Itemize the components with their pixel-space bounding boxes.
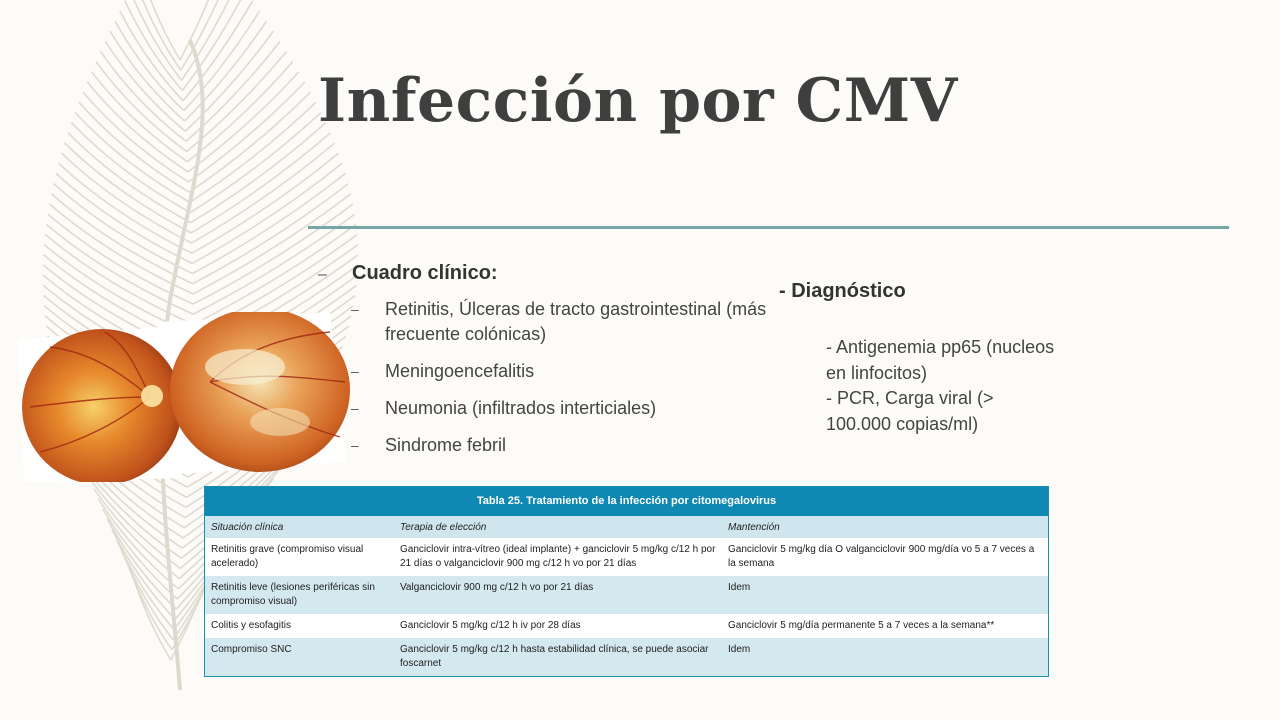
feather-barb xyxy=(191,133,330,233)
feather-barb xyxy=(54,184,193,274)
feather-barb xyxy=(68,133,191,223)
list-item-text: Retinitis, Úlceras de tracto gastrointestinal (más frecuente colónicas) xyxy=(385,299,767,344)
feather-barb xyxy=(45,234,193,324)
treatment-table-container xyxy=(204,486,1049,677)
table-cell: Colitis y esofagitis xyxy=(211,620,292,631)
column-header: Terapia de elección xyxy=(394,516,722,538)
list-item-text: Meningoencefalitis xyxy=(385,361,535,381)
list-item-text: Neumonia (infiltrados interticiales) xyxy=(385,398,657,418)
clinical-list xyxy=(318,297,788,458)
feather-barb xyxy=(192,153,339,253)
table-cell: Ganciclovir 5 mg/día permanente 5 a 7 veces a la semana** xyxy=(728,620,995,631)
retina-fundus-images xyxy=(10,312,350,482)
table-row xyxy=(205,538,1048,576)
table-row xyxy=(205,576,1048,614)
column-header: Situación clínica xyxy=(205,516,394,538)
list-item xyxy=(351,433,788,458)
feather-barb xyxy=(180,0,224,60)
table-cell: Idem xyxy=(722,576,1048,614)
list-item xyxy=(351,359,788,384)
table-cell: Ganciclovir 5 mg/kg día O valganciclovir 900 mg/día vo 5 a 7 veces a la semana xyxy=(728,544,1035,569)
clinical-heading xyxy=(318,262,788,285)
feather-barb xyxy=(191,123,326,223)
title-divider xyxy=(308,226,1229,229)
diagnosis-line: - PCR, Carga viral (> 100.000 copias/ml) xyxy=(826,388,994,434)
clinical-section xyxy=(318,262,788,470)
feather-barb xyxy=(49,204,192,294)
feather-barb xyxy=(56,173,192,263)
bullet-dash: – xyxy=(351,437,359,453)
treatment-table xyxy=(205,487,1048,676)
table-cell: Ganciclovir intra-vítreo (ideal implante) + ganciclovir 5 mg/kg c/12 h por 21 días o valganciclovir 900 mg c/12 h vo por 21 días xyxy=(400,544,716,569)
diagnosis-line: - Antigenemia pp65 (nucleos en linfocitos) xyxy=(826,337,1055,383)
list-item xyxy=(351,297,788,347)
table-cell: Ganciclovir 5 mg/kg c/12 h iv por 28 días xyxy=(400,620,581,631)
feather-barb xyxy=(190,113,321,213)
table-row xyxy=(205,638,1048,676)
clinical-heading-text: Cuadro clínico: xyxy=(352,262,498,284)
feather-barb xyxy=(79,102,189,192)
bullet-dash: – xyxy=(351,400,359,416)
list-item-text: Sindrome febril xyxy=(385,435,507,455)
diagnosis-heading: - Diagnóstico xyxy=(779,280,906,302)
table-row xyxy=(205,614,1048,638)
table-cell: Retinitis grave (compromiso visual acelerado) xyxy=(211,544,364,569)
table-cell: Retinitis leve (lesiones periféricas sin compromiso visual) xyxy=(205,576,394,614)
bullet-dash: – xyxy=(318,266,327,283)
feather-barb xyxy=(71,123,190,213)
slide-title: Infección por CMV xyxy=(318,66,958,136)
bullet-dash: – xyxy=(351,301,359,317)
table-cell: Valganciclovir 900 mg c/12 h vo por 21 días xyxy=(394,576,722,614)
diagnosis-body xyxy=(826,335,1126,437)
table-cell: Ganciclovir 5 mg/kg c/12 h hasta estabilidad clínica, se puede asociar foscarnet xyxy=(394,638,722,676)
table-header-row xyxy=(205,516,1048,538)
bullet-dash: – xyxy=(351,363,359,379)
list-item xyxy=(351,396,788,421)
feather-barb xyxy=(59,163,192,253)
feather-barb xyxy=(192,163,342,263)
table-cell: Idem xyxy=(722,638,1048,676)
feather-barb xyxy=(75,112,190,202)
column-header: Mantención xyxy=(722,516,1048,538)
table-cell: Compromiso SNC xyxy=(205,638,394,676)
feather-barb xyxy=(51,194,192,284)
table-caption: Tabla 25. Tratamiento de la infección por citomegalovirus xyxy=(205,487,1048,516)
